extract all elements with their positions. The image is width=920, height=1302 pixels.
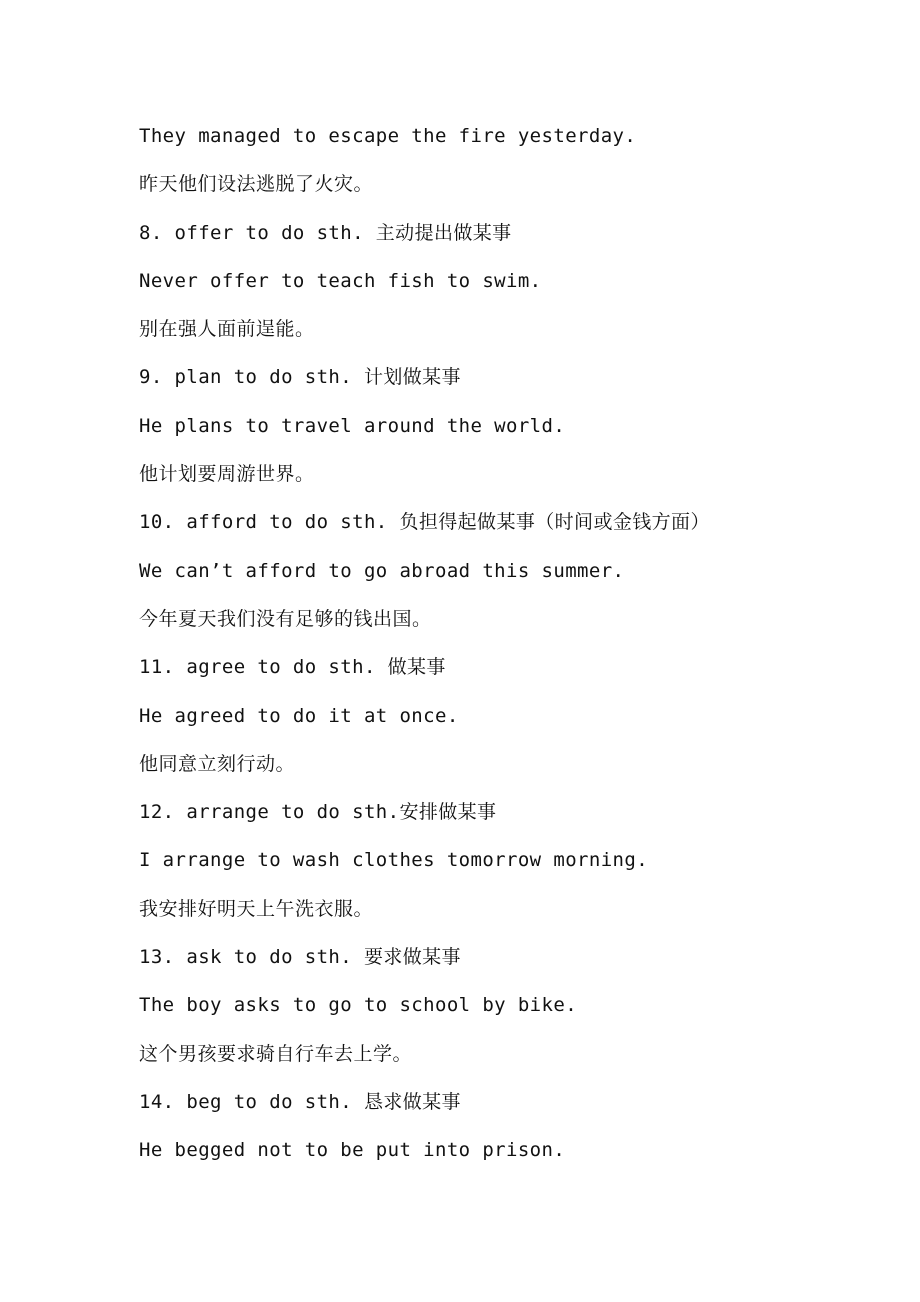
translation: 他同意立刻行动。 bbox=[139, 752, 296, 775]
example-sentence: The boy asks to go to school by bike. bbox=[139, 994, 578, 1017]
example-sentence: He plans to travel around the world. bbox=[139, 414, 566, 437]
example-sentence: He begged not to be put into prison. bbox=[139, 1139, 566, 1162]
phrase-heading: 9. plan to do sth. 计划做某事 bbox=[139, 366, 461, 389]
phrase-heading: 8. offer to do sth. 主动提出做某事 bbox=[139, 221, 512, 244]
example-sentence: He agreed to do it at once. bbox=[139, 704, 459, 727]
translation: 今年夏天我们没有足够的钱出国。 bbox=[139, 607, 432, 630]
example-sentence: They managed to escape the fire yesterday. bbox=[139, 125, 637, 147]
translation: 这个男孩要求骑自行车去上学。 bbox=[139, 1042, 413, 1065]
phrase-heading: 12. arrange to do sth.安排做某事 bbox=[139, 801, 497, 824]
phrase-heading: 11. agree to do sth. 做某事 bbox=[139, 656, 446, 679]
document-body bbox=[139, 122, 899, 1185]
phrase-heading: 10. afford to do sth. 负担得起做某事（时间或金钱方面） bbox=[139, 511, 710, 534]
translation: 他计划要周游世界。 bbox=[139, 463, 315, 486]
translation: 昨天他们设法逃脱了火灾。 bbox=[139, 173, 374, 196]
example-sentence: Never offer to teach fish to swim. bbox=[139, 269, 542, 292]
phrase-heading: 13. ask to do sth. 要求做某事 bbox=[139, 946, 461, 969]
example-sentence: I arrange to wash clothes tomorrow morning. bbox=[139, 849, 649, 872]
example-sentence: We can’t afford to go abroad this summer. bbox=[139, 559, 625, 582]
translation: 我安排好明天上午洗衣服。 bbox=[139, 897, 374, 920]
phrase-heading: 14. beg to do sth. 恳求做某事 bbox=[139, 1090, 461, 1113]
translation: 别在强人面前逞能。 bbox=[139, 318, 315, 341]
